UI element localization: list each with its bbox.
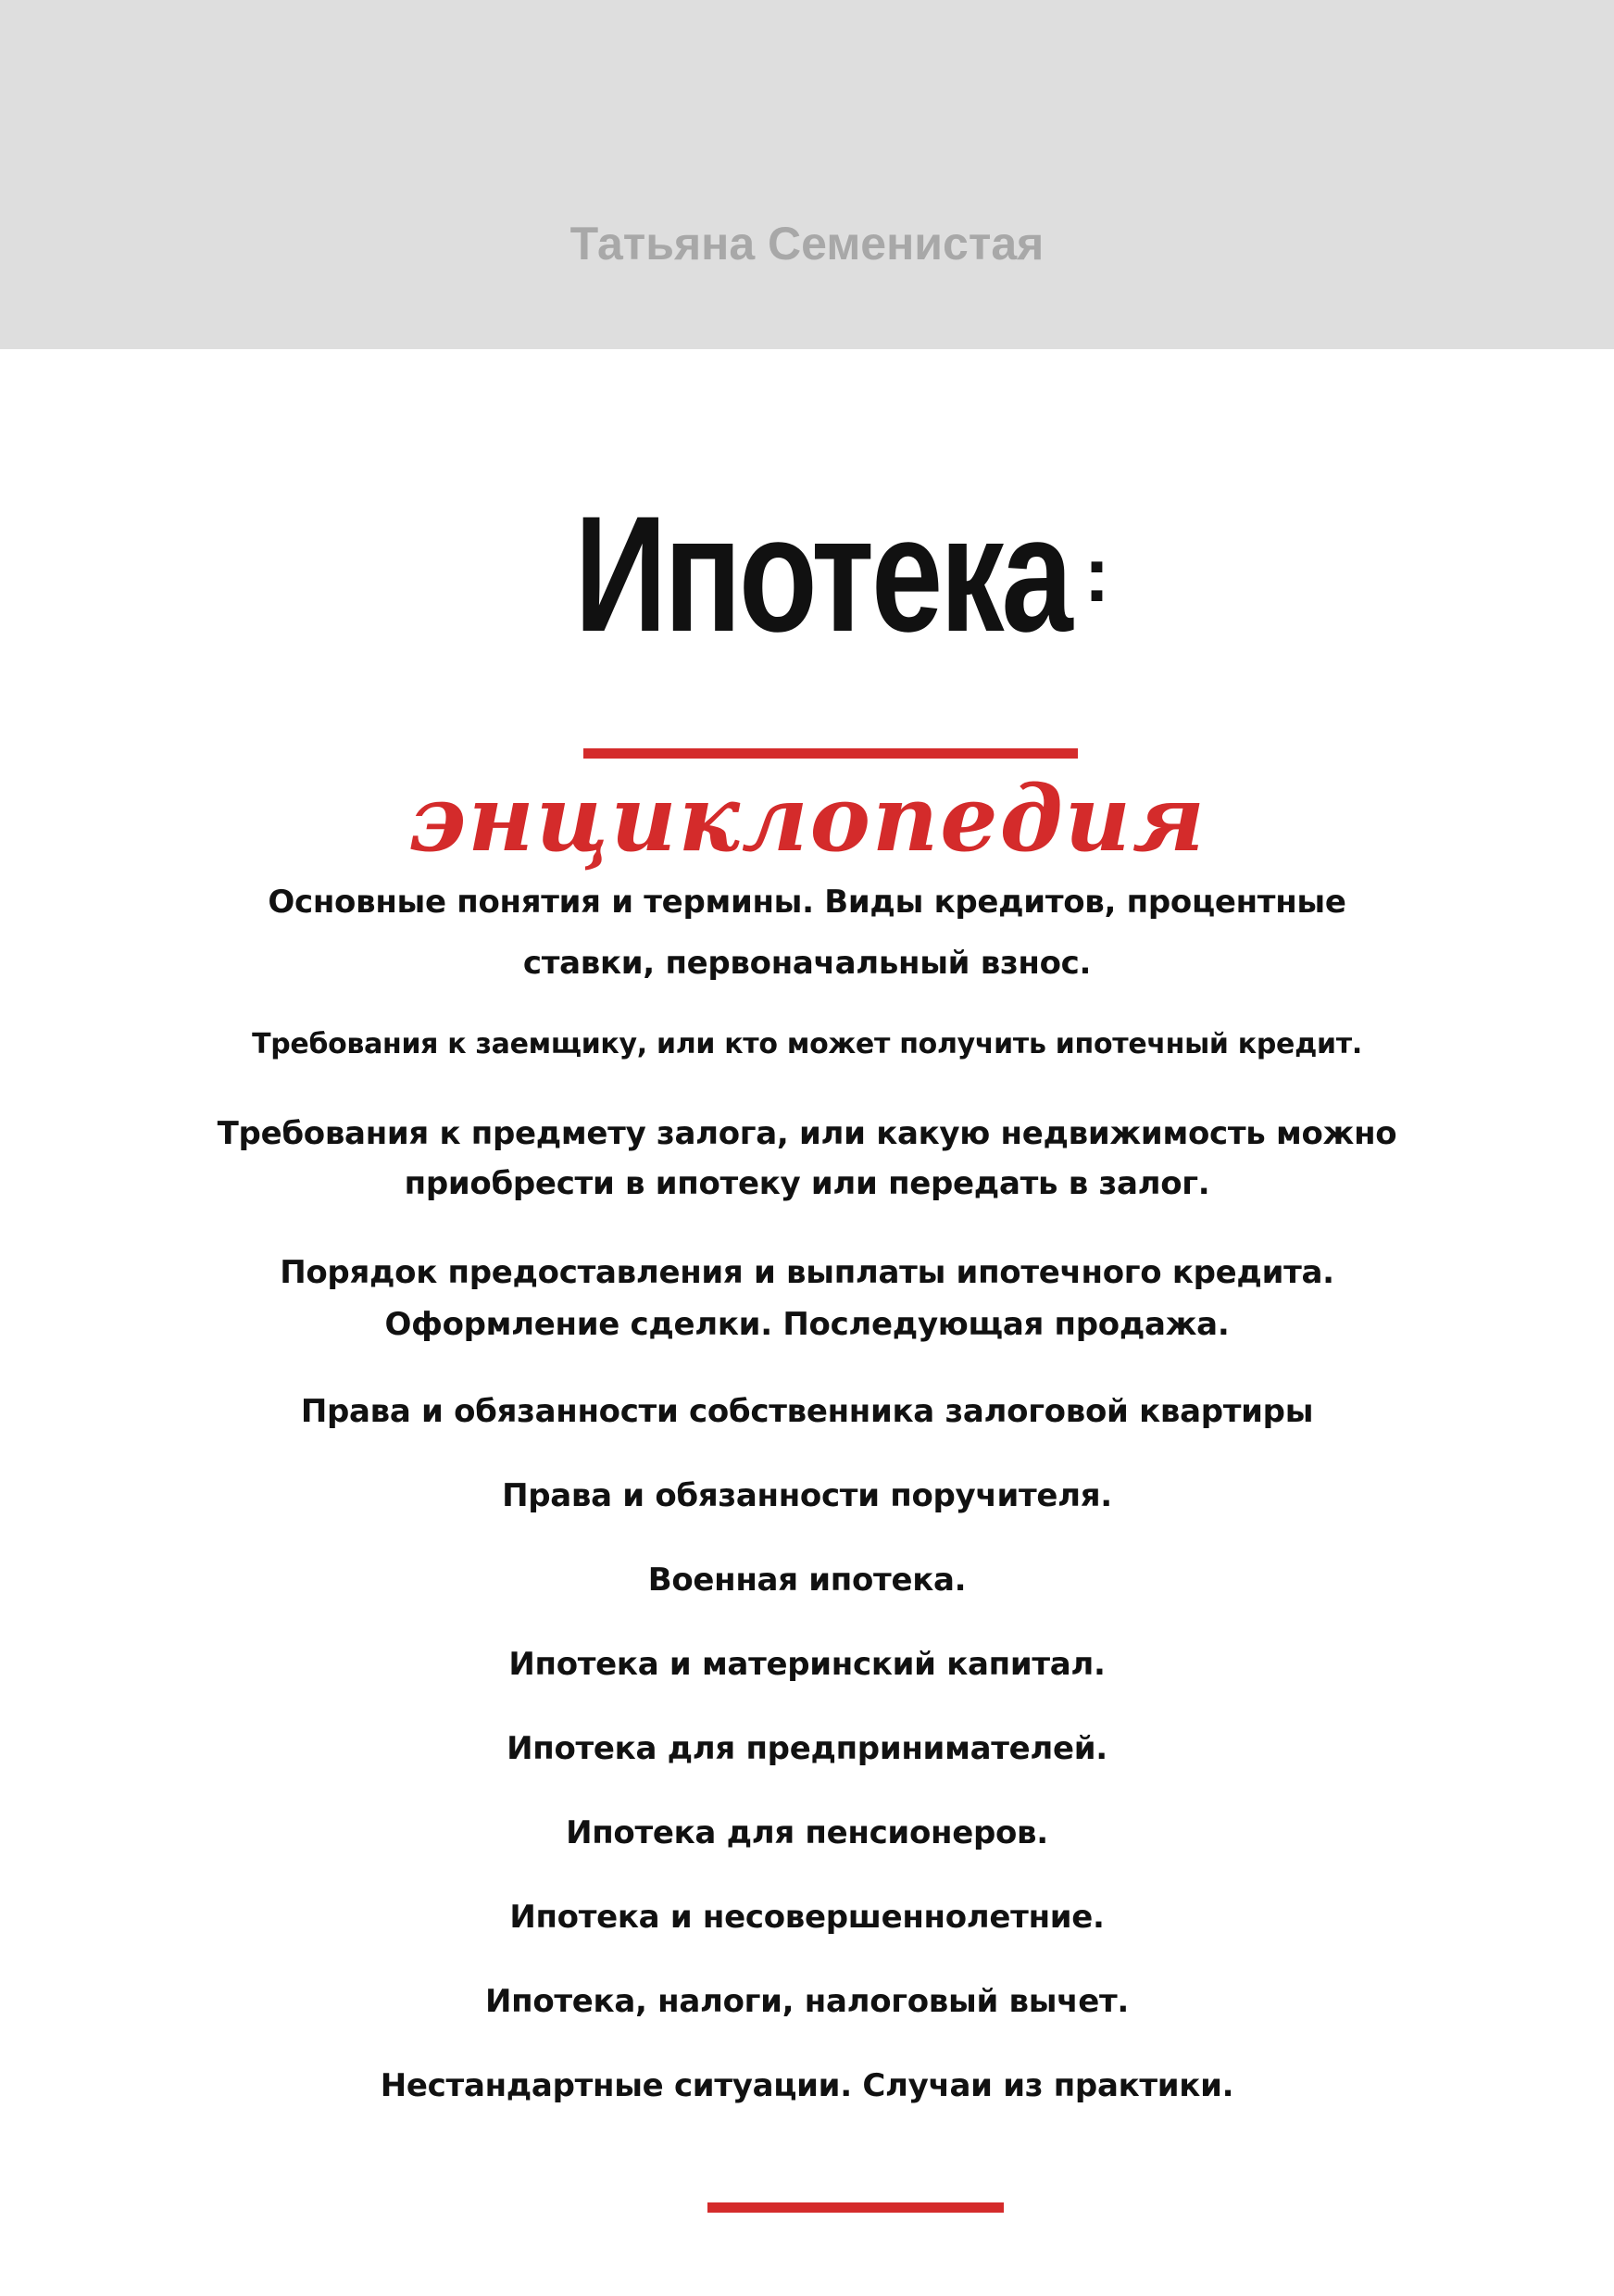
book-subtitle: энциклопедия: [407, 766, 1207, 872]
book-title: Ипотека: [573, 482, 1070, 666]
topic-line: ставки, первоначальный взнос.: [522, 945, 1092, 982]
author-name: Татьяна Семенистая: [569, 218, 1045, 270]
red-rule-top: [583, 748, 1078, 759]
topic-line: Ипотека для предпринимателей.: [507, 1730, 1107, 1767]
topic-line: приобрести в ипотеку или передать в залог.: [404, 1165, 1210, 1202]
title-colon: :: [1083, 531, 1110, 618]
topic-line: Ипотека и несовершеннолетние.: [509, 1899, 1105, 1936]
topic-line: Ипотека для пенсионеров.: [566, 1814, 1048, 1851]
topic-line: Ипотека, налоги, налоговый вычет.: [484, 1983, 1129, 2020]
topic-line: Военная ипотека.: [647, 1562, 967, 1599]
topic-line: Права и обязанности поручителя.: [502, 1477, 1112, 1514]
header-band: [0, 0, 1614, 349]
topic-line: Требования к заемщику, или кто может получить ипотечный кредит.: [252, 1028, 1362, 1060]
topic-line: Основные понятия и термины. Виды кредитов, процентные: [268, 884, 1346, 921]
title-block: [0, 482, 1614, 667]
topic-line: Требования к предмету залога, или какую недвижимость можно: [217, 1115, 1397, 1152]
topic-line: Порядок предоставления и выплаты ипотечного кредита.: [280, 1254, 1334, 1291]
red-rule-bottom: [707, 2202, 1004, 2213]
topic-line: Права и обязанности собственника залоговой квартиры: [300, 1393, 1314, 1430]
topic-line: Нестандартные ситуации. Случаи из практики.: [380, 2067, 1234, 2104]
topic-line: Ипотека и материнский капитал.: [508, 1646, 1106, 1683]
topic-line: Оформление сделки. Последующая продажа.: [384, 1306, 1230, 1343]
